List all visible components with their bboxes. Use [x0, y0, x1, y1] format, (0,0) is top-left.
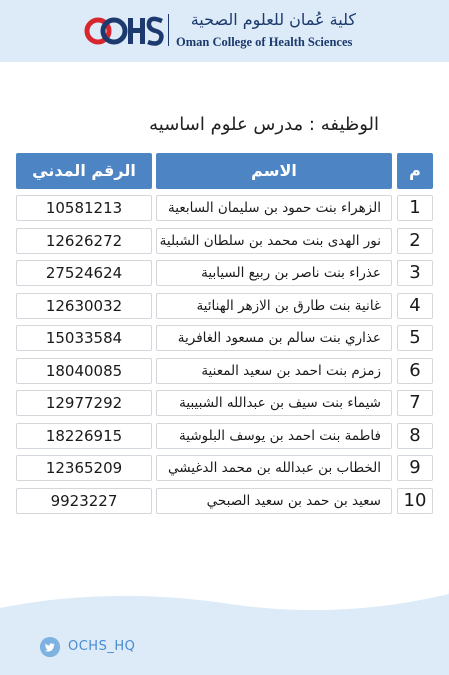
- row-civil-id: 12365209: [16, 455, 152, 481]
- job-title: الوظيفه : مدرس علوم اساسيه: [149, 114, 379, 135]
- row-number: 2: [397, 228, 433, 254]
- wave-decoration: [0, 586, 449, 636]
- row-name: سعيد بن حمد بن سعيد الصبحي: [156, 488, 392, 514]
- row-civil-id: 10581213: [16, 195, 152, 221]
- row-number: 7: [397, 390, 433, 416]
- row-civil-id: 27524624: [16, 260, 152, 286]
- twitter-handle[interactable]: OCHS_HQ: [68, 639, 136, 654]
- college-name-english: Oman College of Health Sciences: [176, 35, 353, 49]
- row-civil-id: 12630032: [16, 293, 152, 319]
- row-number: 4: [397, 293, 433, 319]
- row-civil-id: 12626272: [16, 228, 152, 254]
- row-name: عذراء بنت ناصر بن ربيع السيابية: [156, 260, 392, 286]
- row-number: 10: [397, 488, 433, 514]
- row-name: زمزم بنت احمد بن سعيد المعنية: [156, 358, 392, 384]
- row-civil-id: 18040085: [16, 358, 152, 384]
- logo-separator: [168, 14, 169, 46]
- row-number: 6: [397, 358, 433, 384]
- row-name: غانية بنت طارق بن الازهر الهنائية: [156, 293, 392, 319]
- header: [0, 0, 449, 62]
- row-name: عذاري بنت سالم بن مسعود الغافرية: [156, 325, 392, 351]
- row-civil-id: 15033584: [16, 325, 152, 351]
- row-name: الخطاب بن عبدالله بن محمد الدغيشي: [156, 455, 392, 481]
- header-number: م: [397, 153, 433, 189]
- row-civil-id: 12977292: [16, 390, 152, 416]
- row-name: شيماء بنت سيف بن عبدالله الشبيبية: [156, 390, 392, 416]
- row-civil-id: 9923227: [16, 488, 152, 514]
- ochs-logo: [84, 10, 164, 52]
- row-number: 8: [397, 423, 433, 449]
- header-name: الاسم: [156, 153, 392, 189]
- row-number: 5: [397, 325, 433, 351]
- header-civil-id: الرقم المدني: [16, 153, 152, 189]
- row-name: نور الهدى بنت محمد بن سلطان الشبلية: [156, 228, 392, 254]
- row-number: 3: [397, 260, 433, 286]
- college-name-arabic: كلية عُمان للعلوم الصحية: [190, 10, 356, 29]
- row-name: الزهراء بنت حمود بن سليمان السابعية: [156, 195, 392, 221]
- row-number: 9: [397, 455, 433, 481]
- row-number: 1: [397, 195, 433, 221]
- row-civil-id: 18226915: [16, 423, 152, 449]
- twitter-icon[interactable]: [40, 637, 60, 657]
- row-name: فاطمة بنت احمد بن يوسف البلوشية: [156, 423, 392, 449]
